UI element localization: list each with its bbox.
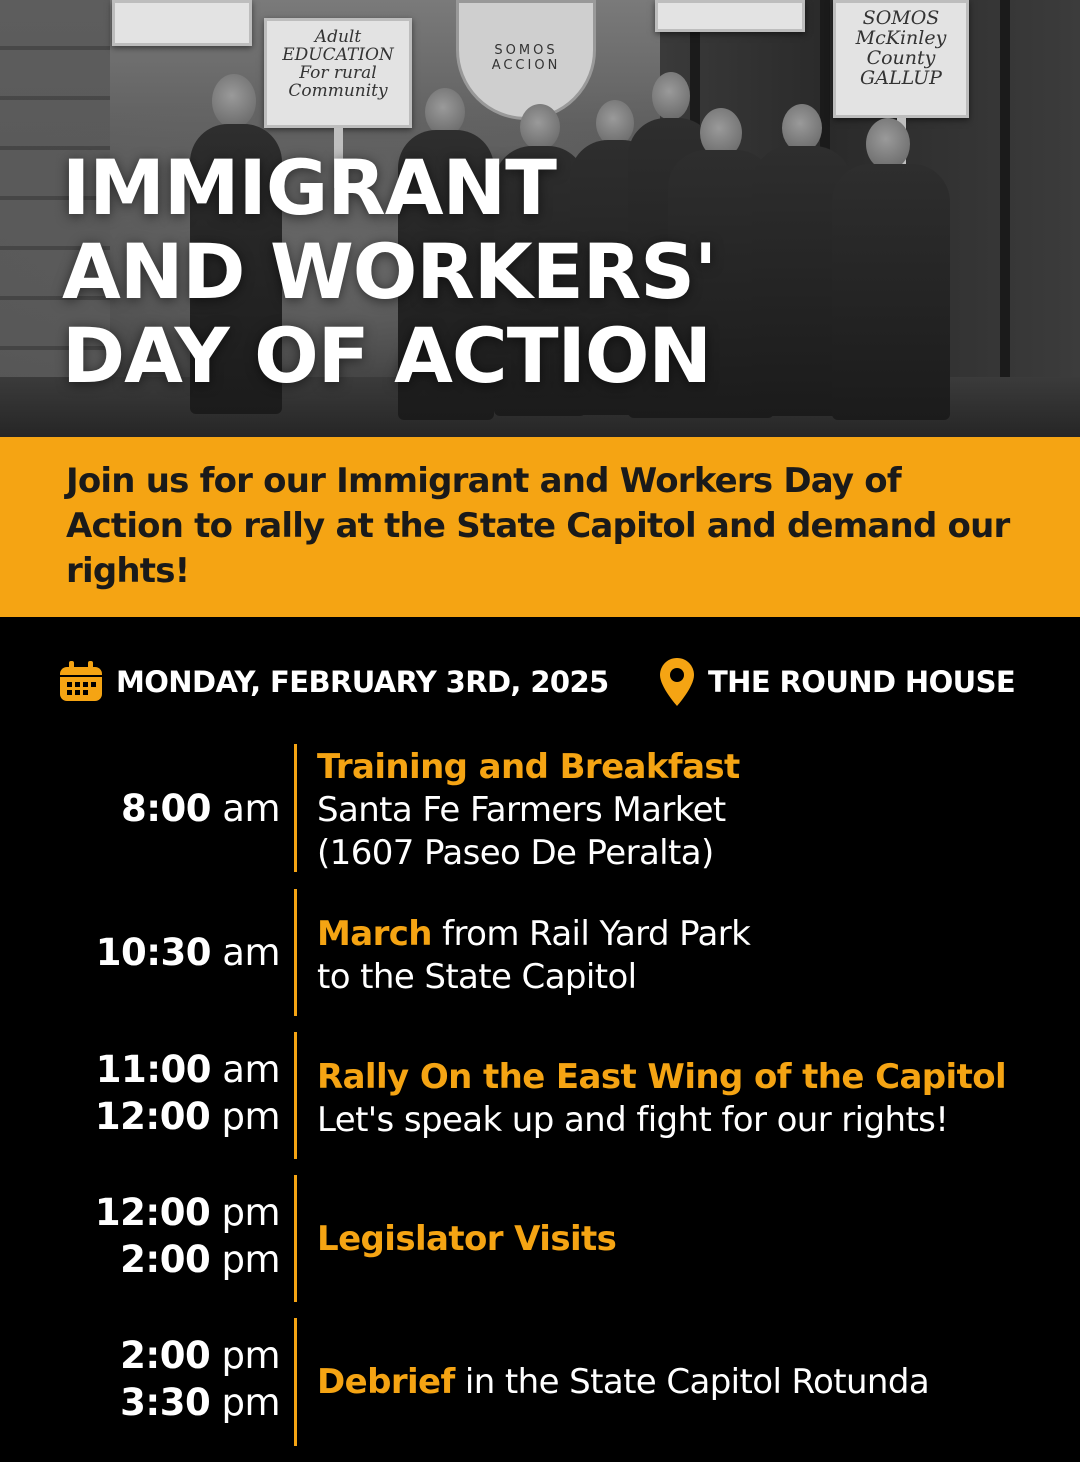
event-date bbox=[58, 656, 609, 708]
schedule-details: Debrief in the State Capitol Rotunda bbox=[317, 1362, 930, 1402]
title-line: AND WORKERS' bbox=[62, 227, 717, 316]
mckinley-county-sign: SOMOS McKinley County GALLUP bbox=[833, 0, 969, 118]
schedule-line: (1607 Paseo De Peralta) bbox=[317, 833, 714, 873]
hero-photo bbox=[0, 0, 1080, 437]
schedule-line: Let's speak up and fight for our rights! bbox=[317, 1100, 949, 1140]
schedule-item bbox=[0, 889, 1080, 1016]
protest-sign bbox=[112, 0, 252, 46]
protest-sign bbox=[655, 0, 805, 32]
schedule-line: to the State Capitol bbox=[317, 957, 637, 997]
schedule-details bbox=[317, 1056, 1057, 1142]
event-date-text: MONDAY, FEBRUARY 3RD, 2025 bbox=[116, 665, 609, 699]
schedule-item bbox=[0, 1175, 1080, 1302]
intro-text: Join us for our Immigrant and Workers Day of Action to rally at the State Capitol and demand our rights! bbox=[66, 461, 1010, 591]
schedule-time: 11:00 am 12:00 pm bbox=[94, 1048, 280, 1138]
schedule-title: March bbox=[317, 914, 432, 954]
event-location-text: THE ROUND HOUSE bbox=[708, 665, 1016, 699]
adult-education-sign: Adult EDUCATION For rural Community bbox=[264, 18, 412, 128]
title-line: DAY OF ACTION bbox=[62, 311, 712, 400]
event-location bbox=[658, 656, 1015, 708]
schedule-title: Training and Breakfast bbox=[317, 747, 740, 787]
schedule-title: Debrief bbox=[317, 1362, 455, 1402]
schedule-time: 12:00 pm 2:00 pm bbox=[94, 1191, 280, 1281]
schedule-title: Legislator Visits bbox=[317, 1219, 617, 1259]
schedule-title: Rally On the East Wing of the Capitol bbox=[317, 1057, 1007, 1097]
schedule-time: 10:30 am bbox=[95, 931, 280, 974]
schedule bbox=[0, 744, 1080, 1446]
schedule-time: 8:00 am bbox=[120, 787, 280, 830]
schedule-details bbox=[317, 746, 1057, 875]
schedule-details bbox=[317, 1218, 1057, 1261]
event-meta bbox=[58, 656, 1038, 708]
intro-banner bbox=[0, 437, 1080, 617]
schedule-item bbox=[0, 1032, 1080, 1159]
schedule-line: Santa Fe Farmers Market bbox=[317, 790, 726, 830]
schedule-item bbox=[0, 1318, 1080, 1446]
schedule-item bbox=[0, 744, 1080, 872]
schedule-time: 2:00 pm 3:30 pm bbox=[120, 1334, 280, 1424]
map-pin-icon bbox=[658, 656, 696, 708]
title-line: IMMIGRANT bbox=[62, 143, 556, 232]
calendar-icon bbox=[58, 661, 104, 703]
schedule-details: March from Rail Yard Park to the State Capitol bbox=[317, 913, 1057, 999]
somos-accion-sign: SOMOS ACCION bbox=[456, 0, 596, 120]
page-title bbox=[62, 143, 962, 400]
